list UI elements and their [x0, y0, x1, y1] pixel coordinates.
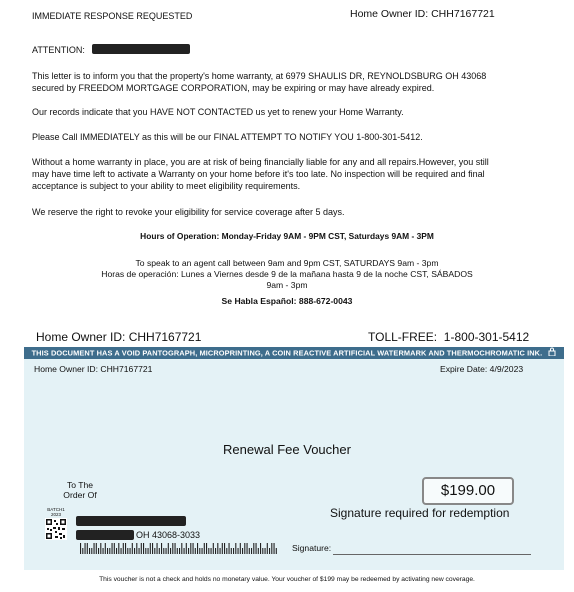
to-the-order-of [60, 480, 100, 500]
security-strip [24, 347, 564, 359]
batch-name: BATCH1 [47, 507, 65, 512]
security-strip-text: THIS DOCUMENT HAS A VOID PANTOGRAPH, MICROPRINTING, A COIN REACTIVE ARTIFICIAL WATERMARK AND THERMOCHROMATIC INK. [31, 348, 543, 358]
agent-hours: To speak to an agent call between 9am and 9pm CST, SATURDAYS 9am - 3pm [135, 258, 439, 268]
lock-icon [548, 347, 556, 359]
letter-para-5: We reserve the right to revoke your eligibility for service coverage after 5 days. [32, 207, 345, 217]
signature-line[interactable] [333, 554, 531, 555]
spanish-hours-line-2: 9am - 3pm [266, 280, 308, 290]
footer-disclaimer: This voucher is not a check and holds no monetary value. Your voucher of $199 may be redeemed by activating new coverage. [99, 576, 475, 583]
letter-para-4-line-2: may have time left to activate a Warranty on your home before it's too late. No inspection will be required and final [32, 169, 485, 179]
attention-label: ATTENTION: [32, 45, 85, 55]
postal-barcode-icon [80, 542, 280, 560]
spanish-hours-line-1: Horas de operación: Lunes a Viernes desde 9 de la mañana hasta 9 de la noche CST, SÁBADOS [101, 269, 473, 279]
signature-required-note: Signature required for redemption [330, 506, 510, 520]
address-zip: OH 43068-3033 [136, 530, 201, 540]
signature-label: Signature: [292, 543, 332, 553]
batch-label [46, 507, 66, 517]
letter-para-3: Please Call IMMEDIATELY as this will be our FINAL ATTEMPT TO NOTIFY YOU 1-800-301-5412. [32, 132, 423, 142]
redacted-address-line-1 [76, 516, 186, 526]
home-owner-id-mid: Home Owner ID: CHH7167721 [36, 330, 202, 344]
redacted-address-line-2 [76, 530, 134, 540]
home-owner-id-top: Home Owner ID: CHH7167721 [350, 8, 495, 20]
letter-para-2: Our records indicate that you HAVE NOT CONTACTED us yet to renew your Home Warranty. [32, 107, 404, 117]
expire-date: Expire Date: 4/9/2023 [440, 364, 524, 374]
letter-para-1-line-2: secured by FREEDOM MORTGAGE CORPORATION, may be expiring or may have already expired. [32, 83, 435, 93]
letter-para-4-line-3: acceptance is subject to your ability to meet eligibility requirements. [32, 181, 301, 191]
voucher-home-owner-id: Home Owner ID: CHH7167721 [34, 364, 153, 374]
order-of-label: Order Of [63, 490, 97, 500]
letter-para-4-line-1: Without a home warranty in place, you are at risk of being financially liable for any and all repairs.However, you still [32, 157, 489, 167]
batch-year: 2023 [50, 512, 61, 517]
spanish-phone: Se Habla Español: 888-672-0043 [221, 296, 353, 306]
qr-code-icon [45, 518, 67, 545]
response-banner: IMMEDIATE RESPONSE REQUESTED [32, 11, 193, 21]
hours-of-operation: Hours of Operation: Monday-Friday 9AM - 9PM CST, Saturdays 9AM - 3PM [140, 231, 434, 241]
letter-para-1-line-1: This letter is to inform you that the property's home warranty, at 6979 SHAULIS DR, REYNOLDSBURG OH 43068 [32, 71, 487, 81]
toll-free-number: TOLL-FREE: 1-800-301-5412 [368, 330, 530, 344]
voucher-title: Renewal Fee Voucher [223, 442, 351, 457]
voucher-amount: $199.00 [422, 477, 514, 505]
to-the-label: To The [66, 480, 94, 490]
redacted-name [92, 44, 190, 54]
